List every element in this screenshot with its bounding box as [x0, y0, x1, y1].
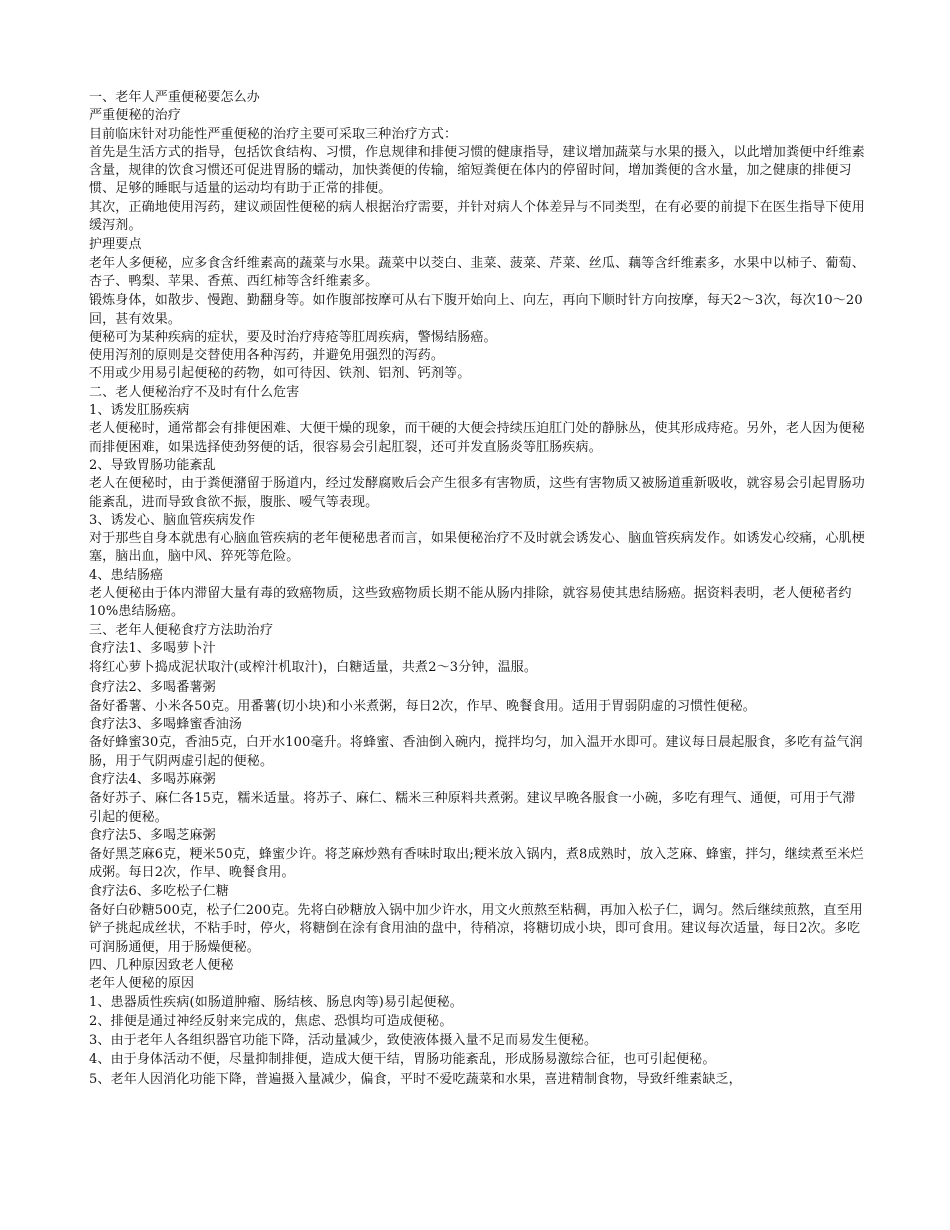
list-item: 3、由于老年人各组织器官功能下降，活动量减少，致使液体摄入量不足而易发生便秘。: [89, 1033, 598, 1049]
subheading: 2、导致胃肠功能紊乱: [89, 457, 216, 473]
subheading: 1、诱发肛肠疾病: [89, 403, 190, 419]
subheading: 老年人便秘的原因: [89, 976, 195, 992]
paragraph: 备好苏子、麻仁各15克，糯米适量。将苏子、麻仁、糯米三种原料共煮粥。建议早晚各服食一小碗，多吃有理气、通便，可用于气滞引起的便秘。: [89, 791, 856, 825]
subheading: 3、诱发心、脑血管疾病发作: [89, 512, 256, 528]
section-heading: 二、老人便秘治疗不及时有什么危害: [89, 384, 300, 400]
document-body: [89, 89, 867, 1089]
section-heading: 四、几种原因致老人便秘: [89, 957, 234, 973]
paragraph: 将红心萝卜捣成泥状取汁(或榨汁机取汁)，白糖适量，共煮2～3分钟，温服。: [89, 660, 538, 676]
subheading: 食疗法4、多喝苏麻粥: [89, 771, 216, 787]
paragraph: 锻炼身体，如散步、慢跑、勤翻身等。如作腹部按摩可从右下腹开始向上、向左，再向下顺时针方向按摩，每天2～3次，每次10～20回，甚有效果。: [89, 293, 863, 327]
paragraph: 其次，正确地使用泻药，建议顽固性便秘的病人根据治疗需要，并针对病人个体差异与不同类型，在有必要的前提下在医生指导下使用缓泻剂。: [89, 199, 865, 234]
subheading: 严重便秘的治疗: [89, 108, 182, 124]
paragraph: 备好黑芝麻6克，粳米50克，蜂蜜少许。将芝麻炒熟有香味时取出;粳米放入锅内，煮8成熟时，放入芝麻、蜂蜜，拌匀，继续煮至米烂成粥。每日2次，作早、晚餐食用。: [89, 847, 864, 881]
list-item: 4、由于身体活动不便，尽量抑制排便，造成大便干结，胃肠功能紊乱，形成肠易激综合征，也可引起便秘。: [89, 1052, 716, 1068]
list-item: 1、患器质性疾病(如肠道肿瘤、肠结核、肠息肉等)易引起便秘。: [89, 994, 463, 1010]
subheading: 护理要点: [89, 237, 142, 253]
section-heading: 一、老年人严重便秘要怎么办: [89, 90, 260, 105]
subheading: 食疗法3、多喝蜂蜜香油汤: [89, 717, 243, 733]
paragraph: 备好番薯、小米各50克。用番薯(切小块)和小米煮粥，每日2次，作早、晚餐食用。适用于胃弱阴虚的习惯性便秘。: [89, 698, 756, 714]
subheading: 食疗法1、多喝萝卜汁: [89, 640, 216, 656]
subheading: 4、患结肠癌: [89, 567, 164, 583]
paragraph: 老人便秘时，通常都会有排便困难、大便干燥的现象，而干硬的大便会持续压迫肛门处的静脉丛，使其形成痔疮。另外，老人因为便秘而排便困难，如果选择使劲努便的话，很容易会引起肛裂，还可并发直肠炎等肛肠疾病。: [89, 421, 865, 455]
section-heading: 三、老年人便秘食疗方法助治疗: [89, 622, 274, 638]
paragraph: 备好蜂蜜30克，香油5克，白开水100毫升。将蜂蜜、香油倒入碗内，搅拌均匀，加入温开水即可。建议每日晨起服食，多吃有益气润肠，用于气阴两虚引起的便秘。: [89, 735, 863, 769]
list-item: 2、排便是通过神经反射来完成的，焦虑、恐惧均可造成便秘。: [89, 1013, 453, 1029]
paragraph: 使用泻剂的原则是交替使用各种泻药，并避免用强烈的泻药。: [89, 348, 445, 364]
paragraph: 对于那些自身本就患有心脑血管疾病的老年便秘患者而言，如果便秘治疗不及时就会诱发心、脑血管疾病发作。如诱发心绞痛，心肌梗塞，脑出血，脑中风、猝死等危险。: [89, 531, 865, 565]
paragraph: 不用或少用易引起便秘的药物，如可待因、铁剂、铝剂、钙剂等。: [89, 366, 471, 382]
subheading: 食疗法5、多喝芝麻粥: [89, 827, 216, 843]
paragraph: 老人在便秘时，由于粪便潴留于肠道内，经过发酵腐败后会产生很多有害物质，这些有害物质又被肠道重新吸收，就容易会引起胃肠功能紊乱，进而导致食欲不振，腹胀、嗳气等表现。: [89, 476, 865, 510]
paragraph: 备好白砂糖500克，松子仁200克。先将白砂糖放入锅中加少许水，用文火煎熬至粘稠，再加入松子仁，调匀。然后继续煎熬，直至用铲子挑起成丝状，不粘手时，停火，将糖倒在涂有食用油的盘中，待稍凉，将糖切成小块，即可食用。建议每次适量，每日2次。多吃可润肠通便，用于肠燥便秘。: [89, 903, 863, 955]
paragraph: 老人便秘由于体内滞留大量有毒的致癌物质，这些致癌物质长期不能从肠内排除，就容易使其患结肠癌。据资料表明，老人便秘者约10%患结肠癌。: [89, 586, 852, 620]
paragraph: 目前临床针对功能性严重便秘的治疗主要可采取三种治疗方式：: [89, 126, 458, 142]
list-item: 5、老年人因消化功能下降，普遍摄入量减少，偏食，平时不爱吃蔬菜和水果，喜进精制食物，导致纤维素缺乏，: [89, 1071, 742, 1087]
paragraph: 老年人多便秘，应多食含纤维素高的蔬菜与水果。蔬菜中以茭白、韭菜、菠菜、芹菜、丝瓜、藕等含纤维素多，水果中以柿子、葡萄、杏子、鸭梨、苹果、香蕉、西红柿等含纤维素多。: [89, 255, 865, 289]
subheading: 食疗法2、多喝番薯粥: [89, 679, 216, 695]
subheading: 食疗法6、多吃松子仁糖: [89, 883, 229, 899]
paragraph: 便秘可为某种疾病的症状，要及时治疗痔疮等肛周疾病，警惕结肠癌。: [89, 329, 497, 345]
paragraph: 首先是生活方式的指导，包括饮食结构、习惯，作息规律和排便习惯的健康指导，建议增加蔬菜与水果的摄入，以此增加粪便中纤维素含量，规律的饮食习惯还可促进胃肠的蠕动，加快粪便的传输，缩短粪便在体内的停留时间，增加粪便的含水量，加之健康的排便习惯、足够的睡眠与适量的运动均有助于正常的排便。: [89, 144, 865, 197]
